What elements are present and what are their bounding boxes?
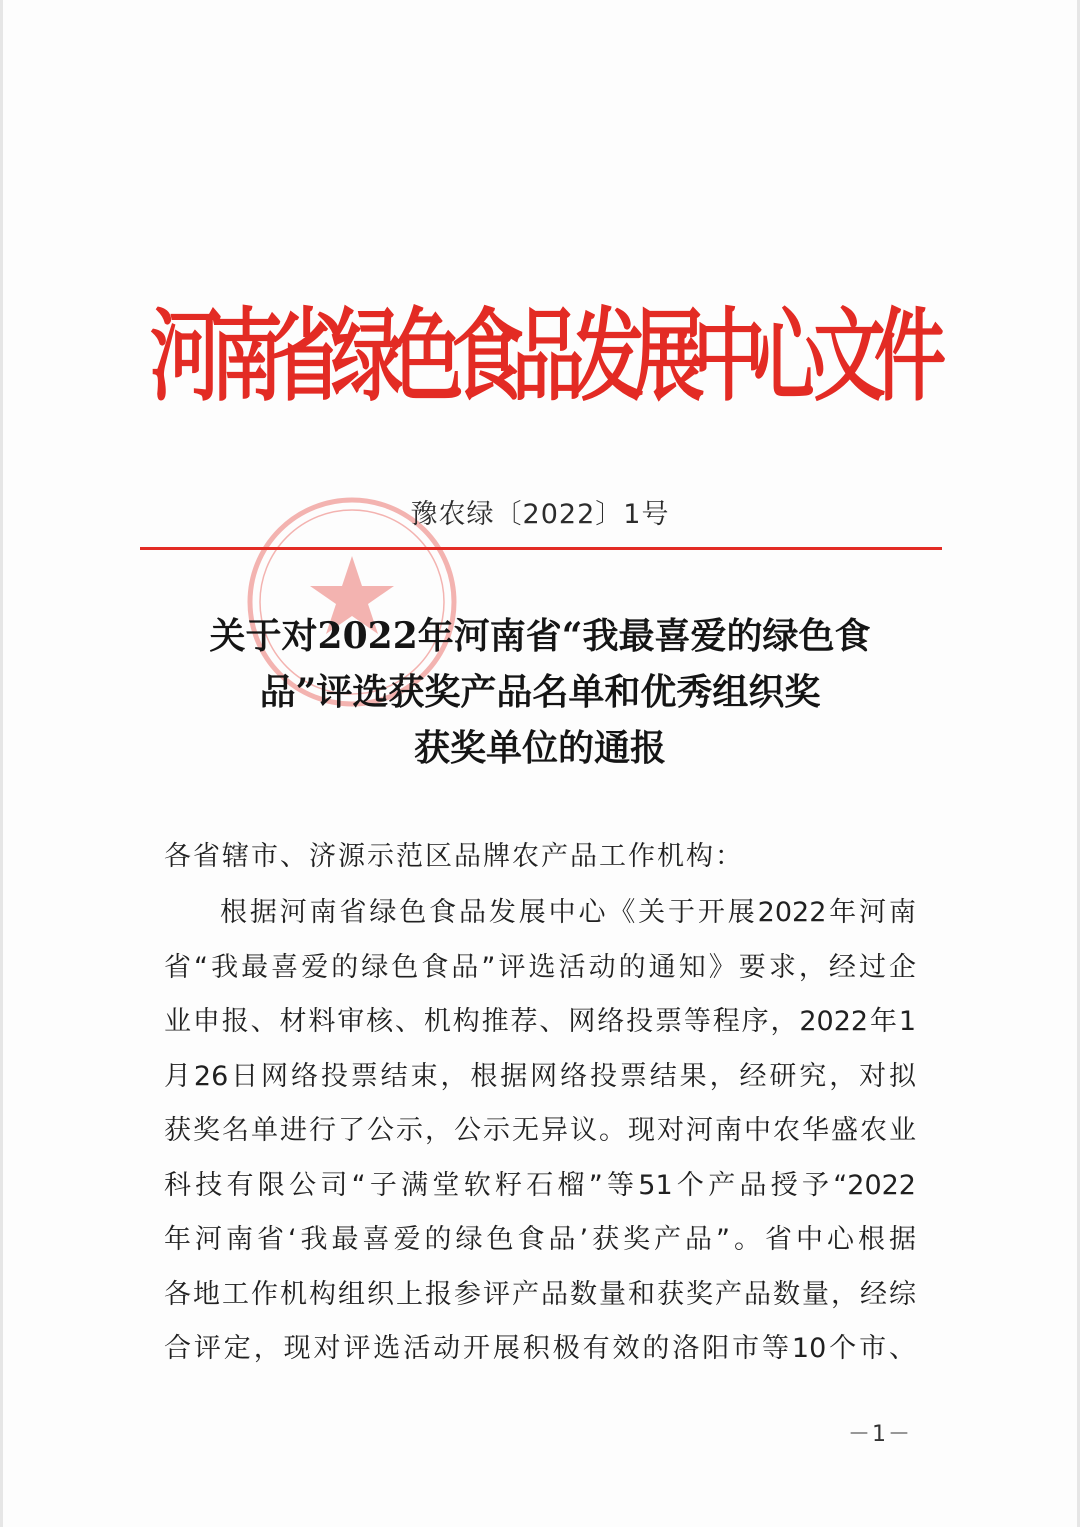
header-char: 品 (511, 295, 584, 415)
body-line: 月26日网络投票结束，根据网络投票结果，经研究，对拟 (164, 1060, 916, 1092)
page-number: －1－ (848, 1422, 912, 1447)
body-text (164, 890, 916, 1381)
body-line: 科技有限公司“子满堂软籽石榴”等51个产品授予“2022 (164, 1169, 916, 1201)
header-char: 河 (150, 295, 223, 415)
body-line: 各地工作机构组织上报参评产品数量和获奖产品数量，经综 (164, 1278, 916, 1310)
document-header (150, 286, 946, 426)
header-char: 心 (753, 295, 826, 415)
body-line: 根据河南省绿色食品发展中心《关于开展2022年河南 (220, 897, 916, 928)
header-char: 南 (210, 295, 283, 415)
title-line: 关于对2022年河南省“我最喜爱的绿色食 (209, 615, 871, 657)
header-char: 件 (873, 295, 946, 415)
header-char: 发 (572, 295, 645, 415)
document-title (140, 608, 940, 776)
body-line: 业申报、材料审核、机构推荐、网络投票等程序，2022年1 (164, 1006, 916, 1037)
red-separator-line (140, 547, 942, 550)
header-char: 中 (692, 295, 765, 415)
title-line: 品”评选获奖产品名单和优秀组织奖 (259, 671, 821, 713)
title-line: 获奖单位的通报 (413, 727, 666, 769)
body-line: 省“我最喜爱的绿色食品”评选活动的通知》要求，经过企 (164, 951, 916, 983)
page-edge-left (0, 0, 3, 1527)
header-char: 色 (391, 295, 464, 415)
body-line: 年河南省‘我最喜爱的绿色食品’获奖产品”。省中心根据 (164, 1224, 916, 1255)
body-line: 合评定，现对评选活动开展积极有效的洛阳市等10个市、 (164, 1333, 916, 1364)
header-char: 文 (813, 295, 886, 415)
header-char: 绿 (330, 295, 403, 415)
document-number: 豫农绿〔2022〕1号 (410, 499, 670, 530)
header-char: 食 (451, 295, 524, 415)
salutation: 各省辖市、济源示范区品牌农产品工作机构： (164, 841, 744, 872)
body-line: 获奖名单进行了公示，公示无异议。现对河南中农华盛农业 (164, 1115, 916, 1146)
header-char: 展 (632, 295, 705, 415)
header-char: 省 (270, 295, 343, 415)
